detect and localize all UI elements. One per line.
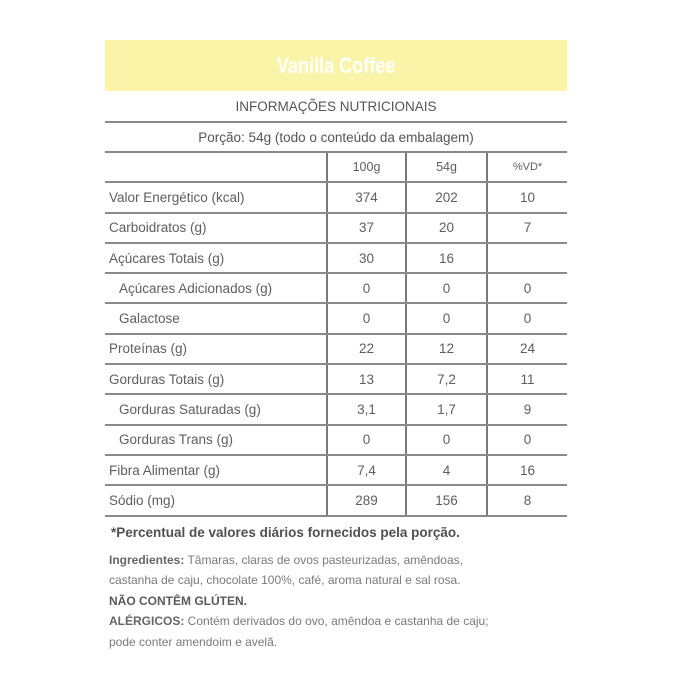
value-100g: 37 (327, 213, 406, 243)
nutrient-name: Fibra Alimentar (g) (105, 455, 327, 485)
value-54g: 202 (406, 182, 487, 212)
value-54g: 0 (406, 273, 487, 303)
value-54g: 12 (406, 334, 487, 364)
value-100g: 374 (327, 182, 406, 212)
value-vd: 10 (487, 182, 567, 212)
table-row (105, 485, 567, 515)
value-54g: 4 (406, 455, 487, 485)
value-100g: 22 (327, 334, 406, 364)
table-row (105, 243, 567, 273)
value-54g: 20 (406, 213, 487, 243)
table-row (105, 303, 567, 333)
table-row (105, 394, 567, 424)
allergens-label: ALÉRGICOS: (109, 614, 185, 629)
nutrient-name: Gorduras Trans (g) (105, 425, 327, 455)
table-row (105, 455, 567, 485)
value-100g: 0 (327, 273, 406, 303)
nutrition-label (105, 40, 567, 652)
ingredients-text-1: Tâmaras, claras de ovos pasteurizadas, amêndoas, (184, 552, 463, 567)
value-54g: 0 (406, 425, 487, 455)
value-vd: 16 (487, 455, 567, 485)
nutrient-name: Proteínas (g) (105, 334, 327, 364)
allergens (109, 611, 567, 632)
header-cell-name (105, 153, 327, 182)
ingredients-text-2: castanha de caju, chocolate 100%, café, aroma natural e sal rosa. (109, 573, 461, 588)
ingredients-label: Ingredientes: (109, 552, 185, 567)
value-54g: 7,2 (406, 364, 487, 394)
footnote: *Percentual de valores diários fornecidos pela porção. (111, 524, 460, 540)
header-cell-vd: %VD* (487, 153, 567, 182)
value-vd: 9 (487, 394, 567, 424)
value-vd: 8 (487, 485, 567, 515)
table-row (105, 425, 567, 455)
product-banner (105, 40, 567, 91)
value-100g: 0 (327, 425, 406, 455)
table-row (105, 273, 567, 303)
value-100g: 30 (327, 243, 406, 273)
value-100g: 13 (327, 364, 406, 394)
table-header-row (105, 153, 567, 182)
value-vd (487, 243, 567, 273)
product-title: Vanilla Coffee (276, 52, 396, 78)
value-vd: 11 (487, 364, 567, 394)
nutrient-name: Açúcares Adicionados (g) (105, 273, 327, 303)
table-row (105, 364, 567, 394)
value-100g: 3,1 (327, 394, 406, 424)
nutrition-table (105, 153, 567, 517)
value-54g: 0 (406, 303, 487, 333)
nutrient-name: Gorduras Totais (g) (105, 364, 327, 394)
value-vd: 0 (487, 273, 567, 303)
value-100g: 289 (327, 485, 406, 515)
table-row (105, 182, 567, 212)
ingredients (109, 550, 567, 571)
value-vd: 24 (487, 334, 567, 364)
value-vd: 7 (487, 213, 567, 243)
nutrient-name: Galactose (105, 303, 327, 333)
header-cell-54g: 54g (406, 153, 487, 182)
section-title: INFORMAÇÕES NUTRICIONAIS (105, 92, 567, 123)
nutrient-name: Açúcares Totais (g) (105, 243, 327, 273)
table-row (105, 334, 567, 364)
value-100g: 7,4 (327, 455, 406, 485)
nutrient-name: Valor Energético (kcal) (105, 182, 327, 212)
nutrient-name: Gorduras Saturadas (g) (105, 394, 327, 424)
product-info (105, 550, 567, 653)
value-vd: 0 (487, 303, 567, 333)
nutrient-name: Sódio (mg) (105, 485, 327, 515)
header-cell-100g: 100g (327, 153, 406, 182)
nutrient-name: Carboidratos (g) (105, 213, 327, 243)
value-vd: 0 (487, 425, 567, 455)
gluten-notice: NÃO CONTÊM GLÚTEN. (109, 593, 247, 608)
value-54g: 156 (406, 485, 487, 515)
allergens-text-1: Contém derivados do ovo, amêndoa e castanha de caju; (184, 614, 489, 629)
value-54g: 16 (406, 243, 487, 273)
value-54g: 1,7 (406, 394, 487, 424)
table-row (105, 213, 567, 243)
value-100g: 0 (327, 303, 406, 333)
allergens-text-2: pode conter amendoim e avelã. (109, 634, 278, 649)
portion-info: Porção: 54g (todo o conteúdo da embalagem) (105, 123, 567, 153)
